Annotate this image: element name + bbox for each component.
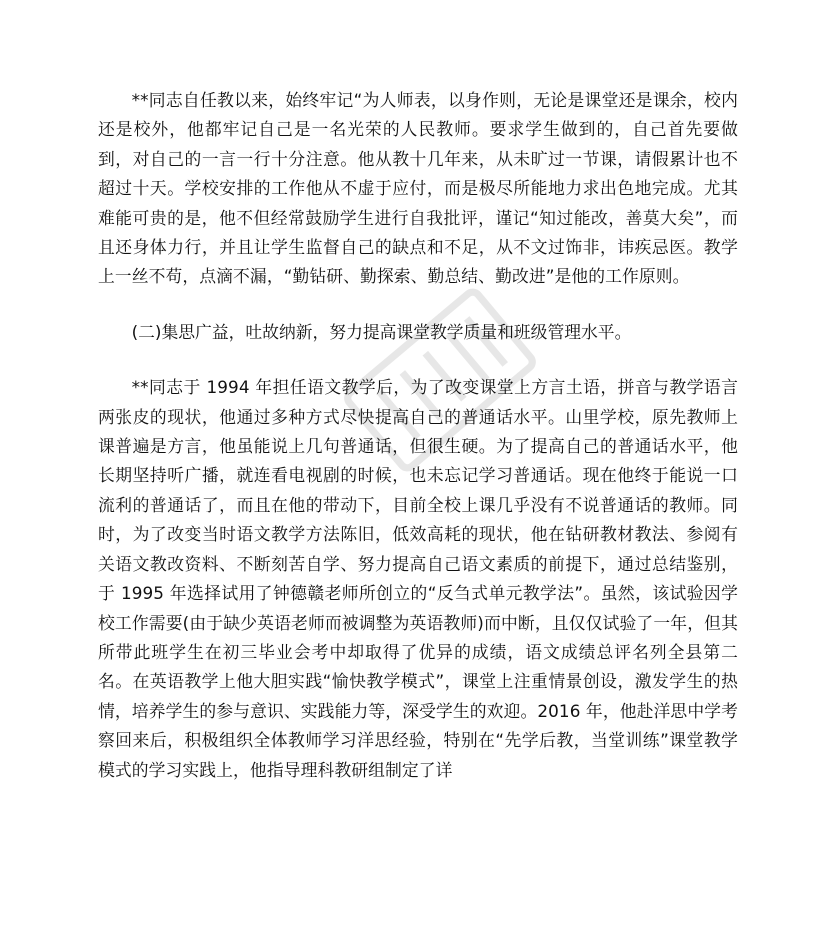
- section-heading-2: (二)集思广益，吐故纳新，努力提高课堂教学质量和班级管理水平。: [131, 321, 632, 342]
- paragraph-teacher-conduct: **同志自任教以来，始终牢记“为人师表，以身作则，无论是课堂还是课余，校内还是校外，他都牢记自己是一名光荣的人民教师。要求学生做到的，自己首先要做到，对自己的一言一行十分注意。他从教十几年来，从未旷过一节课，请假累计也不超过十天。学校安排的工作他从不虚于应付，而是极尽所能地力求出色地完成。尤其难能可贵的是，他不但经常鼓励学生进行自我批评，谨记“知过能改，善莫大矣”，而且还身体力行，并且让学生监督自己的缺点和不足，从不文过饰非，讳疾忌医。教学上一丝不苟，点滴不漏，“勤钻研、勤探索、勤总结、勤改进”是他的工作原则。: [98, 90, 738, 287]
- document-body: [98, 86, 738, 785]
- paragraph-teaching-reform: **同志于 1994 年担任语文教学后，为了改变课堂上方言土语，拼音与教学语言两张皮的现状，他通过多种方式尽快提高自己的普通话水平。山里学校，原先教师上课普遍是方言，他虽能说上几句普通话，但很生硬。为了提高自己的普通话水平，他长期坚持听广播，就连看电视剧的时候，也未忘记学习普通话。现在他终于能说一口流利的普通话了，而且在他的带动下，目前全校上课几乎没有不说普通话的教师。同时，为了改变当时语文教学方法陈旧，低效高耗的现状，他在钻研教材教法、参阅有关语文教改资料、不断刻苦自学、努力提高自己语文素质的前提下，通过总结鉴别，于 1995 年选择试用了钟德赣老师所创立的“反刍式单元教学法”。虽然，该试验因学校工作需要(由于缺少英语老师而被调整为英语教师)而中断，且仅仅试验了一年，但其所带此班学生在初三毕业会考中却取得了优异的成绩，语文成绩总评名列全县第二名。在英语教学上他大胆实践“愉快教学模式”，课堂上注重情景创设，激发学生的热情，培养学生的参与意识、实践能力等，深受学生的欢迎。2016 年，他赴洋思中学考察回来后，积极组织全体教师学习洋思经验，特别在“先学后教，当堂训练”课堂教学模式的学习实践上，他指导理科教研组制定了详: [98, 377, 738, 780]
